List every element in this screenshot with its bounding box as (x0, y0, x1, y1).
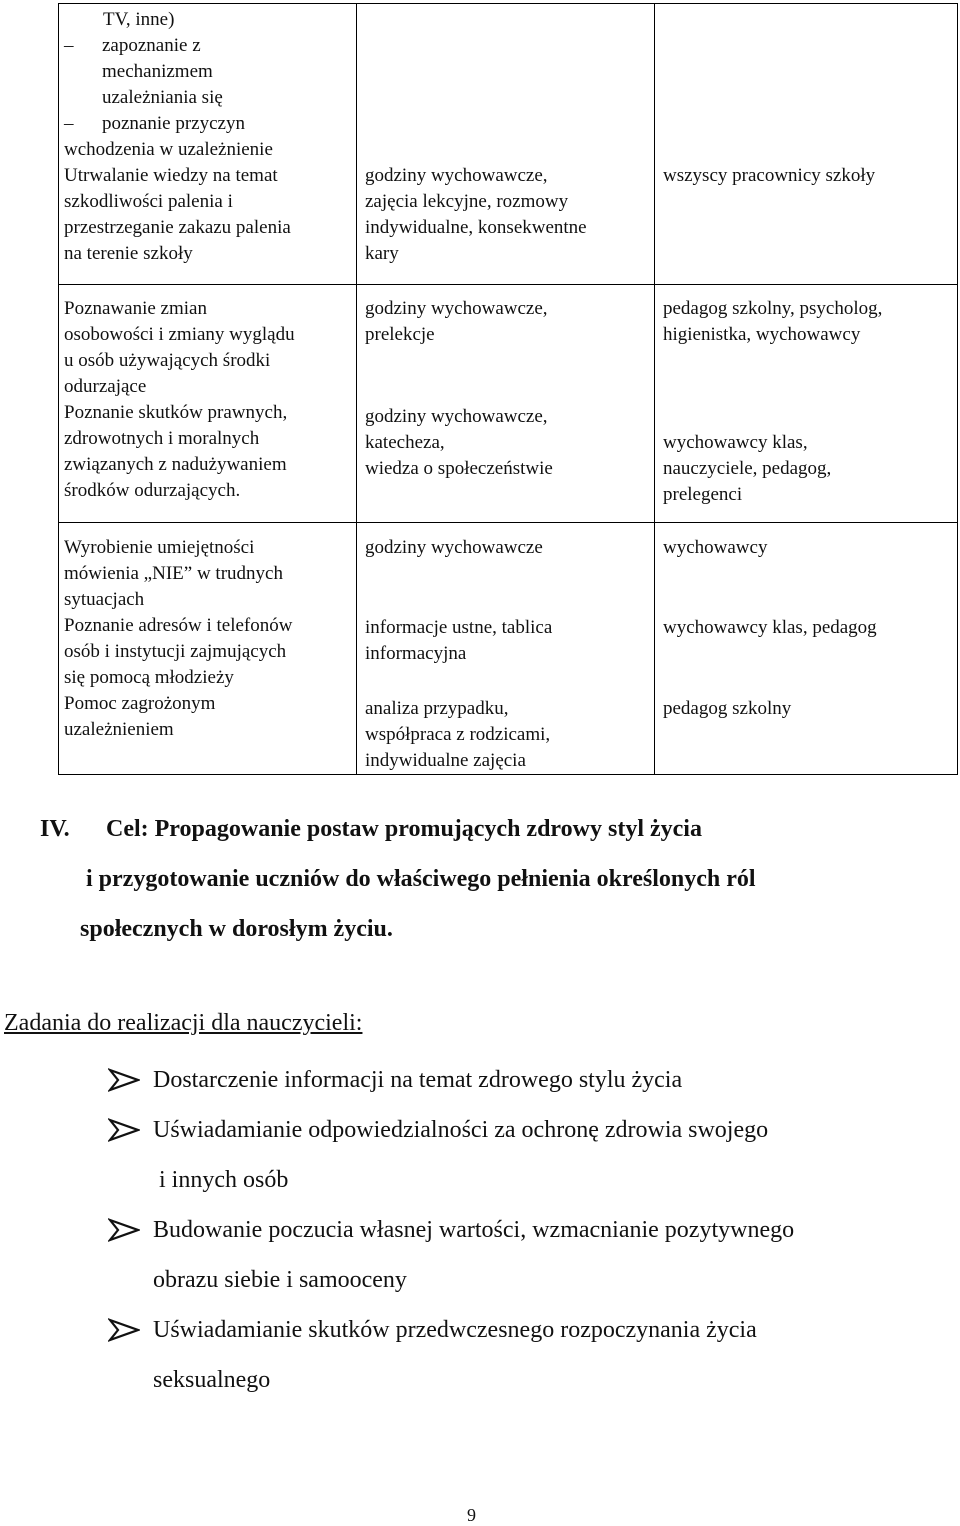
list-item-text: obrazu siebie i samooceny (153, 1267, 407, 1293)
arrow-bullet-icon (108, 1117, 140, 1143)
cell-line: godziny wychowawcze, (365, 165, 548, 186)
row2-col2a (365, 296, 548, 348)
list-item-text: Dostarczenie informacji na temat zdrowego stylu życia (153, 1067, 683, 1093)
cell-line: prelegenci (663, 484, 743, 505)
tasks-heading: Zadania do realizacji dla nauczycieli: (4, 1010, 363, 1036)
list-item (108, 1305, 794, 1405)
cell-line: szkodliwości palenia i (64, 191, 233, 212)
row3-col3c (663, 696, 791, 722)
cell-line: się pomocą młodzieży (64, 667, 234, 688)
row3-col2b (365, 615, 552, 667)
list-item (108, 1105, 794, 1205)
activities-table (58, 3, 958, 775)
cell-line: Poznanie skutków prawnych, (64, 402, 288, 423)
cell-line: kary (365, 243, 399, 264)
cell-line: analiza przypadku, (365, 698, 509, 719)
cell-line: zdrowotnych i moralnych (64, 428, 260, 449)
cell-line: Pomoc zagrożonym (64, 693, 216, 714)
cell-line: środków odurzających. (64, 480, 241, 501)
row3-col3a (663, 535, 767, 561)
dash-icon (64, 33, 102, 59)
section-goal-line1: Cel: Propagowanie postaw promujących zdrowy styl życia (106, 816, 702, 842)
cell-line: na terenie szkoły (64, 243, 193, 264)
cell-line: Poznanie adresów i telefonów (64, 615, 293, 636)
cell-line: indywidualne, konsekwentne (365, 217, 587, 238)
row2-col1 (64, 296, 295, 504)
list-item-text: Uświadamianie odpowiedzialności za ochronę zdrowia swojego (153, 1117, 769, 1143)
row2-col2b (365, 404, 553, 482)
cell-line: nauczyciele, pedagog, (663, 458, 832, 479)
cell-line: godziny wychowawcze, (365, 298, 548, 319)
cell-line: prelekcje (365, 324, 435, 345)
list-item (108, 1055, 794, 1105)
arrow-bullet-icon (108, 1067, 140, 1093)
cell-line: wchodzenia w uzależnienie (64, 139, 273, 160)
row3-col2c (365, 696, 550, 774)
row3-col1 (64, 535, 292, 743)
cell-line: odurzające (64, 376, 147, 397)
list-item-text: Uświadamianie skutków przedwczesnego rozpoczynania życia (153, 1317, 757, 1343)
list-item-text: mechanizmem (102, 61, 213, 82)
cell-line: pedagog szkolny (663, 698, 792, 719)
cell-line: wychowawcy klas, pedagog (663, 617, 877, 638)
arrow-bullet-icon (108, 1217, 140, 1243)
cell-line: godziny wychowawcze (365, 537, 543, 558)
cell-line: u osób używających środki (64, 350, 271, 371)
row-divider (58, 522, 958, 523)
cell-line: wychowawcy (663, 537, 768, 558)
cell-line: uzależnieniem (64, 719, 174, 740)
cell-line: wychowawcy klas, (663, 432, 808, 453)
list-item-text: zapoznanie z (102, 35, 201, 56)
list-item-text: seksualnego (153, 1367, 271, 1393)
cell-line: Poznawanie zmian (64, 298, 207, 319)
row2-col3b (663, 430, 831, 508)
list-item-text: i innych osób (153, 1167, 289, 1193)
row1-col1-intro (103, 7, 174, 33)
cell-line: współpraca z rodzicami, (365, 724, 551, 745)
cell-line: przestrzeganie zakazu palenia (64, 217, 291, 238)
cell-line: pedagog szkolny, psycholog, (663, 298, 883, 319)
tasks-list (108, 1055, 794, 1405)
row2-col3a (663, 296, 882, 348)
cell-line: higienistka, wychowawcy (663, 324, 861, 345)
cell-line: Utrwalanie wiedzy na temat (64, 165, 278, 186)
page-number: 9 (467, 1505, 476, 1525)
cell-line: mówienia „NIE” w trudnych (64, 563, 283, 584)
cell-line: sytuacjach (64, 589, 145, 610)
cell-line: TV, inne) (103, 9, 175, 30)
row3-col3b (663, 615, 877, 641)
list-item (64, 33, 291, 59)
row3-col2a (365, 535, 543, 561)
row1-col1-list (64, 33, 291, 267)
row1-col2 (365, 163, 587, 267)
section-goal-line2: i przygotowanie uczniów do właściwego pełnienia określonych ról (86, 866, 756, 892)
cell-line: wiedza o społeczeństwie (365, 458, 553, 479)
arrow-bullet-icon (108, 1317, 140, 1343)
section-goal-line3: społecznych w dorosłym życiu. (80, 916, 393, 942)
cell-line: indywidualne zajęcia (365, 750, 526, 771)
cell-line: osób i instytucji zajmujących (64, 641, 287, 662)
cell-line: osobowości i zmiany wyglądu (64, 324, 295, 345)
dash-icon (64, 111, 102, 137)
cell-line: informacyjna (365, 643, 467, 664)
cell-line: wszyscy pracownicy szkoły (663, 165, 876, 186)
row1-col3 (663, 163, 875, 189)
list-item (64, 111, 291, 137)
cell-line: katecheza, (365, 432, 445, 453)
list-item (108, 1205, 794, 1305)
cell-line: informacje ustne, tablica (365, 617, 553, 638)
row-divider (58, 284, 958, 285)
column-divider (356, 3, 357, 775)
list-item-text: poznanie przyczyn (102, 113, 245, 134)
cell-line: Wyrobienie umiejętności (64, 537, 255, 558)
list-item-text: uzależniania się (102, 87, 223, 108)
cell-line: związanych z nadużywaniem (64, 454, 287, 475)
list-item-text: Budowanie poczucia własnej wartości, wzmacnianie pozytywnego (153, 1217, 795, 1243)
section-number: IV. (40, 816, 70, 842)
cell-line: godziny wychowawcze, (365, 406, 548, 427)
cell-line: zajęcia lekcyjne, rozmowy (365, 191, 569, 212)
column-divider (654, 3, 655, 775)
